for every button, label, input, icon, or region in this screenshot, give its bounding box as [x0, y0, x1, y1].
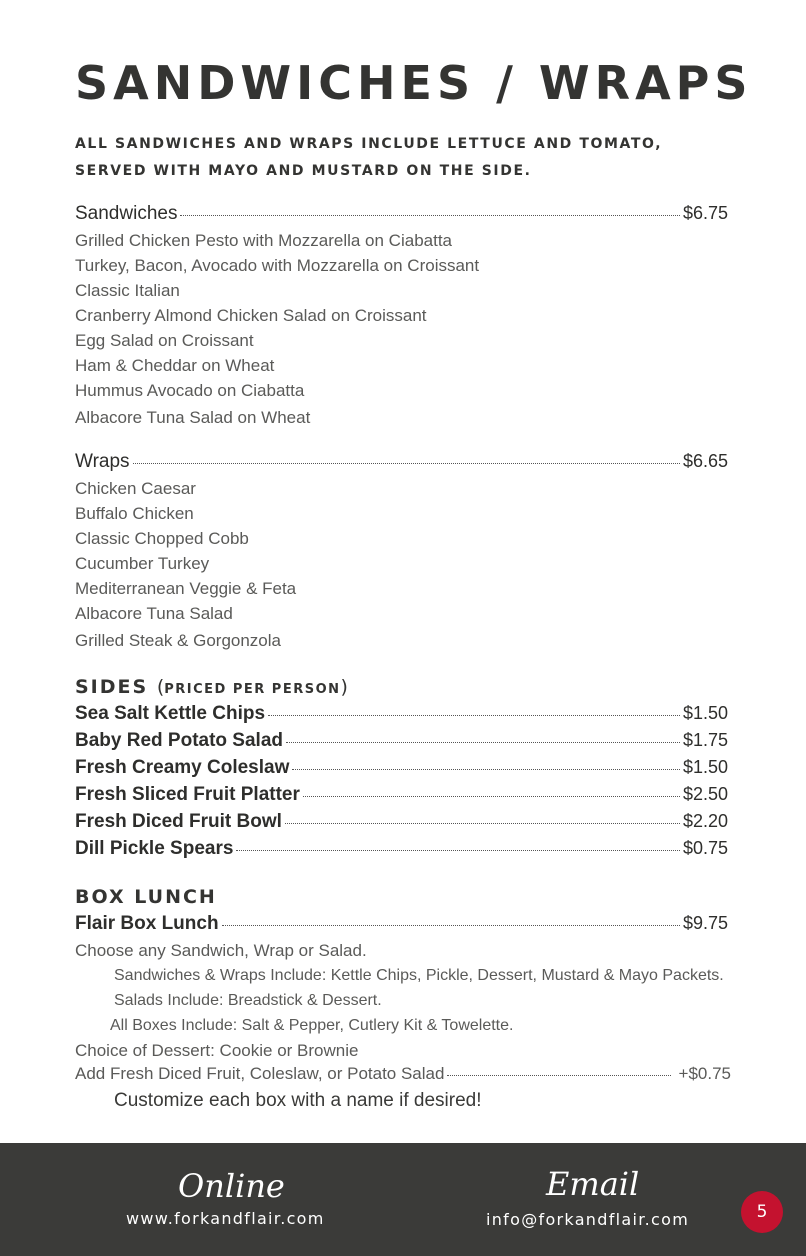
footer-email-label: Email: [546, 1165, 640, 1203]
side-row: [75, 811, 728, 833]
wrap-item: Chicken Caesar: [75, 479, 196, 498]
sandwich-item: Cranberry Almond Chicken Salad on Croissant: [75, 306, 427, 325]
side-name: Dill Pickle Spears: [75, 838, 234, 859]
side-name: Fresh Sliced Fruit Platter: [75, 784, 300, 805]
sandwich-item: Albacore Tuna Salad on Wheat: [75, 408, 311, 427]
side-row: [75, 784, 728, 806]
wrap-item: Mediterranean Veggie & Feta: [75, 579, 297, 598]
leader-dots: [268, 715, 680, 716]
side-row: [75, 730, 728, 752]
wraps-price: $6.65: [682, 451, 728, 471]
box-lunch-price: $9.75: [682, 913, 728, 933]
side-price: $1.75: [682, 730, 728, 750]
side-name: Fresh Creamy Coleslaw: [75, 757, 290, 778]
side-price: $2.20: [682, 811, 728, 831]
paren-open: (: [156, 676, 165, 698]
side-row: [75, 703, 728, 725]
page-subtitle: ALL SANDWICHES AND WRAPS INCLUDE LETTUCE AND TOMATO, SERVED WITH MAYO AND MUSTARD ON THE SIDE.: [75, 136, 663, 179]
box-lunch-row: [75, 913, 728, 935]
sandwich-item: Ham & Cheddar on Wheat: [75, 356, 275, 375]
side-name: Sea Salt Kettle Chips: [75, 703, 266, 724]
leader-dots: [236, 850, 680, 851]
wrap-item: Buffalo Chicken: [75, 504, 194, 523]
footer-online-link[interactable]: www.forkandflair.com: [126, 1209, 325, 1228]
sandwiches-price: $6.75: [682, 203, 728, 223]
sandwich-item: Hummus Avocado on Ciabatta: [75, 381, 305, 400]
wrap-item: Cucumber Turkey: [75, 554, 210, 573]
wrap-item: Classic Chopped Cobb: [75, 529, 249, 548]
footer: [0, 1143, 806, 1256]
sandwiches-header: [75, 203, 728, 225]
box-lunch-customize: Customize each box with a name if desired!: [114, 1090, 482, 1111]
box-lunch-addon-row: [75, 1064, 731, 1084]
leader-dots: [285, 823, 680, 824]
leader-dots: [447, 1075, 670, 1076]
leader-dots: [180, 215, 680, 216]
page-number-badge: 5: [741, 1191, 783, 1233]
side-price: $1.50: [682, 703, 728, 723]
sandwich-item: Egg Salad on Croissant: [75, 331, 254, 350]
wraps-label: Wraps: [75, 451, 130, 472]
box-lunch-includes-all: All Boxes Include: Salt & Pepper, Cutlery Kit & Towelette.: [110, 1017, 514, 1034]
side-name: Fresh Diced Fruit Bowl: [75, 811, 282, 832]
leader-dots: [222, 925, 680, 926]
leader-dots: [292, 769, 680, 770]
sandwiches-label: Sandwiches: [75, 203, 178, 224]
sides-heading: [75, 676, 348, 698]
box-lunch-includes-sw: Sandwiches & Wraps Include: Kettle Chips, Pickle, Dessert, Mustard & Mayo Packets.: [114, 967, 724, 984]
side-row: [75, 757, 728, 779]
side-price: $1.50: [682, 757, 728, 777]
box-lunch-name: Flair Box Lunch: [75, 913, 219, 934]
side-row: [75, 838, 728, 860]
box-lunch-includes-salads: Salads Include: Breadstick & Dessert.: [114, 992, 382, 1009]
leader-dots: [133, 463, 680, 464]
sides-title: SIDES: [75, 676, 149, 698]
sandwich-item: Turkey, Bacon, Avocado with Mozzarella on Croissant: [75, 256, 480, 275]
box-lunch-dessert: Choice of Dessert: Cookie or Brownie: [75, 1041, 359, 1060]
sandwich-item: Classic Italian: [75, 281, 180, 300]
box-lunch-choose: Choose any Sandwich, Wrap or Salad.: [75, 941, 367, 960]
wrap-item: Albacore Tuna Salad: [75, 604, 233, 623]
page-title: SANDWICHES / WRAPS: [75, 56, 753, 110]
side-price: $2.50: [682, 784, 728, 804]
leader-dots: [303, 796, 680, 797]
footer-online-label: Online: [178, 1167, 285, 1205]
leader-dots: [286, 742, 680, 743]
footer-email-link[interactable]: info@forkandflair.com: [486, 1210, 690, 1229]
wrap-item: Grilled Steak & Gorgonzola: [75, 631, 281, 650]
side-price: $0.75: [682, 838, 728, 858]
wraps-header: [75, 451, 728, 473]
box-lunch-addon-price: +$0.75: [678, 1064, 731, 1083]
sandwich-item: Grilled Chicken Pesto with Mozzarella on Ciabatta: [75, 231, 453, 250]
box-lunch-addon: Add Fresh Diced Fruit, Coleslaw, or Potato Salad: [75, 1064, 445, 1083]
sides-note: PRICED PER PERSON: [164, 682, 341, 697]
paren-close: ): [340, 676, 348, 698]
side-name: Baby Red Potato Salad: [75, 730, 283, 751]
box-lunch-heading: BOX LUNCH: [75, 886, 217, 908]
